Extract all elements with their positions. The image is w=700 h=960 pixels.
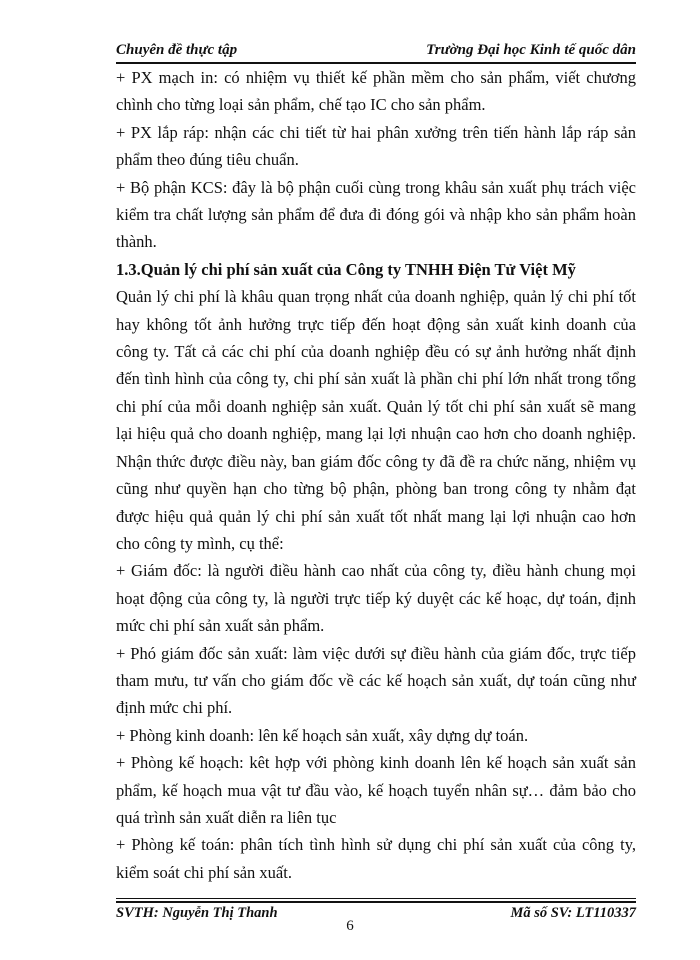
- footer-rule-thick: [116, 901, 636, 903]
- paragraph-giam-doc: + Giám đốc: là người điều hành cao nhất của công ty, điều hành chung mọi hoạt động của công ty, là người trực tiếp ký duyệt các kế hoạc, dự toán, định mức chi phí sản xuất sản phẩm.: [116, 561, 636, 636]
- paragraph-px-mach-in: + PX mạch in: có nhiệm vụ thiết kế phần mềm cho sản phẩm, viết chương chình cho từng loại sản phẩm, chế tạo IC cho sản phẩm.: [116, 68, 636, 115]
- paragraph-kcs: + Bộ phận KCS: đây là bộ phận cuối cùng trong khâu sản xuất phụ trách việc kiểm tra chất lượng sản phẩm để đưa đi đóng gói và nhập kho sản phẩm hoàn thành.: [116, 177, 636, 252]
- paragraph-phong-ke-toan: + Phòng kế toán: phân tích tình hình sử dụng chi phí sản xuất của công ty, kiểm soát chi phí sản xuất.: [116, 835, 636, 882]
- header-report-title: Chuyên đề thực tập: [116, 42, 238, 58]
- section-heading: 1.3.Quản lý chi phí sản xuất của Công ty TNHH Điện Tử Việt Mỹ: [116, 259, 576, 279]
- paragraph-px-lap-rap: + PX lắp ráp: nhận các chi tiết từ hai phân xưởng trên tiến hành lắp ráp sản phẩm theo đúng tiêu chuẩn.: [116, 122, 636, 170]
- footer-student-name: SVTH: Nguyễn Thị Thanh: [116, 905, 278, 921]
- header-university: Trường Đại học Kinh tế quốc dân: [426, 42, 636, 58]
- paragraph-phong-ke-hoach: + Phòng kế hoạch: kêt hợp với phòng kinh doanh lên kế hoạch sản xuất sản phẩm, kế hoạch mua vật tư đầu vào, kế hoạch tuyển nhân sự… đảm bảo cho quá trình sản xuất diễn ra liên tục: [116, 753, 636, 827]
- footer-rule-thin: [116, 898, 636, 899]
- paragraph-pho-giam-doc: + Phó giám đốc sản xuất: làm việc dưới sự điều hành của giám đốc, trực tiếp tham mưu, tư vấn cho giám đốc về các kế hoạch sản xuất, dự toán cũng như định mức chi phí.: [116, 643, 636, 718]
- footer-student-id: Mã số SV: LT110337: [510, 905, 636, 921]
- page-header: [116, 40, 636, 62]
- paragraph-phong-kinh-doanh: + Phòng kinh doanh: lên kế hoạch sản xuất, xây dựng dự toán.: [116, 725, 529, 745]
- document-body: [116, 64, 636, 886]
- page-number: 6: [346, 918, 354, 934]
- paragraph-intro: Quản lý chi phí là khâu quan trọng nhất của doanh nghiệp, quản lý chi phí tốt hay không tốt ảnh hưởng trực tiếp đến hoạt động sản xuất kinh doanh của công ty. Tất cả các chi phí của doanh nghiệp đều có sự ảnh hưởng nhất định đến tình hình của công ty, chi phí sản xuất là phần chi phí lớn nhất trong tổng chi phí của mỗi doanh nghiệp sản xuất. Quản lý tốt chi phí sản xuất sẽ mang lại hiệu quả cho doanh nghiệp, mang lại lợi nhuận cao hơn cho doanh nghiệp. Nhận thức được điều này, ban giám đốc công ty đã đề ra chức năng, nhiệm vụ cũng như quyền hạn cho từng bộ phận, phòng ban trong công ty nhằm đạt được hiệu quả quản lý chi phí sản xuất tốt nhất mang lại lợi nhuận cao hơn cho công ty mình, cụ thể:: [116, 287, 636, 553]
